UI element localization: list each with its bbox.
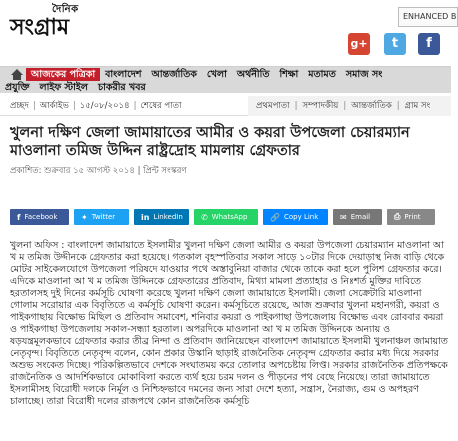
- share-linkedin-label: LinkedIn: [153, 213, 183, 221]
- nav-row-primary: [0, 68, 387, 81]
- section-link-front-page[interactable]: প্রথমপাতা: [256, 101, 290, 111]
- breadcrumb-archive[interactable]: আর্কাইভ: [39, 100, 69, 111]
- nav-item-lifestyle[interactable]: লাইফ স্টাইল: [39, 82, 88, 93]
- print-button[interactable]: [387, 209, 435, 225]
- section-link-international[interactable]: আন্তর্জাতিক: [351, 101, 392, 111]
- breadcrumb-date[interactable]: ১৫/০৮/২০১৪: [79, 100, 130, 111]
- email-icon: ✉: [340, 212, 347, 222]
- article-meta: [10, 164, 187, 178]
- article-body: [10, 240, 450, 440]
- breadcrumb-separator: |: [72, 100, 76, 111]
- print-icon: ⎙: [394, 212, 401, 221]
- search-input[interactable]: ENHANCED B: [398, 7, 458, 27]
- site-logo[interactable]: [8, 4, 128, 40]
- breadcrumb-bar: [0, 96, 451, 116]
- linkedin-icon: in: [141, 212, 150, 222]
- edition-label: প্রিন্ট সংস্করণ: [143, 166, 187, 176]
- nav-item-sports[interactable]: খেলা: [206, 69, 227, 80]
- share-whatsapp-button[interactable]: [194, 209, 258, 225]
- print-label: Print: [404, 213, 421, 221]
- breadcrumb-separator: |: [32, 100, 36, 111]
- copy-link-label: Copy Link: [283, 213, 319, 221]
- home-icon[interactable]: [10, 69, 24, 81]
- site-header: [0, 0, 457, 68]
- share-email-button[interactable]: [333, 209, 382, 225]
- link-icon: 🔗: [270, 212, 280, 222]
- nav-item-bangladesh[interactable]: বাংলাদেশ: [105, 69, 142, 80]
- published-date: শুক্রবার ১৫ আগস্ট ২০১৪: [44, 166, 135, 176]
- share-twitter-label: Twitter: [91, 213, 116, 221]
- nav-item-economy[interactable]: অর্থনীতি: [236, 69, 270, 80]
- section-links: [248, 96, 451, 116]
- copy-link-button[interactable]: [263, 209, 328, 225]
- section-link-editorial[interactable]: সম্পাদকীয়: [302, 101, 339, 111]
- section-link-village[interactable]: গ্রাম সং: [404, 101, 431, 111]
- share-email-label: Email: [350, 213, 371, 221]
- twitter-icon[interactable]: t: [384, 33, 406, 55]
- nav-item-todays-paper[interactable]: আজকের পত্রিকা: [26, 68, 100, 81]
- nav-item-international[interactable]: আন্তর্জাতিক: [151, 69, 197, 80]
- share-facebook-button[interactable]: [10, 209, 69, 225]
- main-navigation: [0, 66, 451, 93]
- nav-item-jobs[interactable]: চাকরীর খবর: [97, 82, 146, 93]
- google-plus-icon[interactable]: g+: [348, 33, 370, 55]
- share-linkedin-button[interactable]: [134, 209, 189, 225]
- nav-item-society[interactable]: সমাজ সং: [345, 69, 383, 80]
- logo-small-text: দৈনিক: [52, 4, 79, 15]
- facebook-icon[interactable]: f: [418, 33, 440, 55]
- breadcrumb: [0, 99, 186, 113]
- whatsapp-icon: ✆: [201, 212, 208, 222]
- share-whatsapp-label: WhatsApp: [211, 213, 248, 221]
- meta-separator: |: [137, 166, 141, 176]
- logo-main-text: সংগ্রাম: [10, 14, 70, 40]
- section-link-separator: |: [294, 101, 298, 111]
- nav-item-technology[interactable]: প্রযুক্তি: [5, 82, 30, 93]
- nav-item-education[interactable]: শিক্ষা: [279, 69, 299, 80]
- breadcrumb-home[interactable]: প্রচ্ছদ: [10, 100, 29, 111]
- share-facebook-label: Facebook: [24, 213, 58, 221]
- article-title: খুলনা দক্ষিণ জেলা জামায়াতের আমীর ও কয়রা উপজেলা চেয়ারম্যান মাওলানা তমিজ উদ্দিন রাষ্ট্রদ্রোহ মামলায় গ্রেফতার: [10, 125, 410, 159]
- published-label: প্রকাশিত:: [10, 166, 42, 176]
- nav-row-secondary: [0, 81, 151, 94]
- breadcrumb-separator: |: [133, 100, 137, 111]
- share-bar: [10, 209, 440, 225]
- facebook-icon: f: [17, 212, 21, 222]
- share-twitter-button[interactable]: [74, 209, 129, 225]
- section-link-separator: |: [343, 101, 347, 111]
- nav-item-opinion[interactable]: মতামত: [308, 69, 336, 80]
- twitter-icon: ✦: [81, 212, 88, 222]
- section-link-separator: |: [396, 101, 400, 111]
- breadcrumb-section[interactable]: শেষের পাতা: [140, 100, 182, 111]
- article-paragraph: খুলনা অফিস : বাংলাদেশ জামায়াতে ইসলামীর খুলনা দক্ষিণ জেলা আমীর ও কয়রা উপজেলা চেয়ারম্যান মাওলানা আ খ ম তমিজ উদ্দীনকে গ্রেফতার করা হয়েছে। গতকাল বৃহস্পতিবার সকাল সাড়ে ১০টার দিকে দেয়াড়াস্থ নিজ বাড়ি থেকে মোটর সাইকেলযোগে উপজেলা পরিষদে যাওয়ার পথে অস্তাবুনিয়া বাজার থেকে তাকে করা হলে পুলিশ গ্রেফতার করে। এদিকে মাওলানা আ খ ম তমিজ উদ্দিনকে গ্রেফতারের প্রতিবাদ, মিথ্যা মামলা প্রত্যাহার ও নিঃশর্ত মুক্তির দাবিতে হরতালসহ দুই দিনের কর্মসূচি ঘোষণা করেছে খুলনা দক্ষিণ জেলা জামায়াতে ইসলামী। জেলা সেক্রেটারি মাওলানা গোলাম সরোয়ার এক বিবৃতিতে এ কর্মসূচি ঘোষণা করেন। কর্মসূচিতে রয়েছে, আজ শুক্রবার খুলনা মহানগরী, কয়রা ও পাইকগাছায় বিক্ষোভ মিছিল ও প্রতিবাদ সমাবেশ, শনিবার কয়রা ও পাইকগাছা উপজেলায় বিক্ষোভ এবং রোববার কয়রা ও পাইকগাছা উপজেলায় সকাল-সন্ধ্যা হরতাল। অপরদিকে মাওলানা আ খ ম তমিজ উদ্দিনকে অন্যায় ও ষড়যন্ত্রমূলকভাবে গ্রেফতার করার তীব্র নিন্দা ও প্রতিবাদ জানিয়েছেন বাংলাদেশ জামায়াতে ইসলামী খুলনাঞ্চল জামায়াত নেতৃবৃন্দ। বিবৃতিতে নেতৃবৃন্দ বলেন, কোন প্রকার উস্কানি ছাড়াই রাজনৈতিক নেতৃবৃন্দ গ্রেফতার করার মধ্য দিয়ে সরকার অশুভ সংকেত দিচ্ছে। পরিকল্পিতভাবে দেশকে সংঘাতময় করে তোলার অপচেষ্টায় লিপ্ত। সরকার রাজনৈতিক প্রতিপক্ষকে রাজনৈতিক ও আদর্শিকভাবে মোকাবিলা করতে ব্যর্থ হয়ে চরম দলন ও পীড়নের পথ বেছে নিয়েছে। তারা জামায়াতে ইসলামীসহ বিরোধী দলকে নির্মূল ও নিশ্চিহ্নভাবে দমনের জন্য সারা দেশে হত্যা, সন্ত্রাস, নৈরাজ্য, গুম ও অপহরণ চালাচ্ছে। তারা বিরোধী দলের রাজপথে কোন রাজনৈতিক কর্মসূচি: [10, 240, 448, 407]
